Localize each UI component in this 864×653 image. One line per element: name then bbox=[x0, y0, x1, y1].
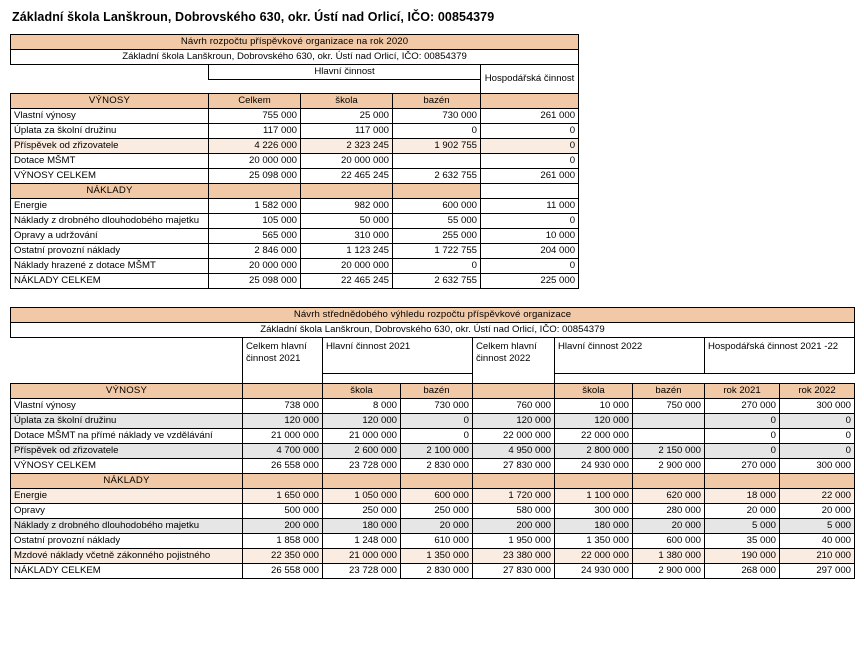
table2-hdr-hlavni-2022: Hlavní činnost 2022 bbox=[555, 338, 705, 374]
total-h21: 268 000 bbox=[705, 564, 780, 579]
table2-naklady-pad-2 bbox=[323, 474, 401, 489]
row-bazen: 1 722 755 bbox=[393, 244, 481, 259]
total-label: NÁKLADY CELKEM bbox=[11, 564, 243, 579]
table2-col-bazen-21: bazén bbox=[401, 384, 473, 399]
row-h21: 20 000 bbox=[705, 504, 780, 519]
row-bazen: 55 000 bbox=[393, 214, 481, 229]
table-row bbox=[11, 259, 579, 274]
row-c21: 21 000 000 bbox=[243, 429, 323, 444]
table2-naklady-pad-8 bbox=[780, 474, 855, 489]
row-celkem: 105 000 bbox=[209, 214, 301, 229]
row-celkem: 117 000 bbox=[209, 124, 301, 139]
row-bazen: 730 000 bbox=[393, 109, 481, 124]
table2-naklady-pad-5 bbox=[555, 474, 633, 489]
table2-naklady-pad-6 bbox=[633, 474, 705, 489]
row-h21: 270 000 bbox=[705, 399, 780, 414]
row-hospodarska: 0 bbox=[481, 124, 579, 139]
row-b21: 610 000 bbox=[401, 534, 473, 549]
row-b22: 620 000 bbox=[633, 489, 705, 504]
row-s22: 120 000 bbox=[555, 414, 633, 429]
row-celkem: 1 582 000 bbox=[209, 199, 301, 214]
row-c21: 120 000 bbox=[243, 414, 323, 429]
row-label: Opravy bbox=[11, 504, 243, 519]
row-label: Náklady z drobného dlouhodobého majetku bbox=[11, 214, 209, 229]
row-celkem: 755 000 bbox=[209, 109, 301, 124]
row-label: Vlastní výnosy bbox=[11, 109, 209, 124]
table-row bbox=[11, 534, 855, 549]
table2-col-c22 bbox=[473, 384, 555, 399]
row-label: Mzdové náklady včetně zákonného pojistného bbox=[11, 549, 243, 564]
table2-hdr-hlavni-2021: Hlavní činnost 2021 bbox=[323, 338, 473, 374]
table1-col-bazen: bazén bbox=[393, 94, 481, 109]
row-c21: 1 858 000 bbox=[243, 534, 323, 549]
total-label: VÝNOSY CELKEM bbox=[11, 459, 243, 474]
row-celkem: 2 846 000 bbox=[209, 244, 301, 259]
table2-pad-b22 bbox=[633, 374, 705, 384]
table-row bbox=[11, 414, 855, 429]
row-h22: 22 000 bbox=[780, 489, 855, 504]
table1-banner: Návrh rozpočtu příspěvkové organizace na rok 2020 bbox=[11, 35, 579, 50]
row-h21: 0 bbox=[705, 429, 780, 444]
row-s21: 21 000 000 bbox=[323, 549, 401, 564]
row-label: Vlastní výnosy bbox=[11, 399, 243, 414]
table1-subbanner: Základní škola Lanškroun, Dobrovského 630, okr. Ústí nad Orlicí, IČO: 00854379 bbox=[11, 50, 579, 65]
row-h21: 18 000 bbox=[705, 489, 780, 504]
row-skola: 310 000 bbox=[301, 229, 393, 244]
row-skola: 20 000 000 bbox=[301, 259, 393, 274]
row-c21: 1 650 000 bbox=[243, 489, 323, 504]
table2-empty-corner bbox=[11, 338, 243, 374]
table1-group-header-row bbox=[11, 65, 579, 80]
total-celkem: 25 098 000 bbox=[209, 274, 301, 289]
table1-empty-cell-a bbox=[209, 80, 301, 94]
row-b21: 1 350 000 bbox=[401, 549, 473, 564]
row-s21: 250 000 bbox=[323, 504, 401, 519]
row-label: Dotace MŠMT bbox=[11, 154, 209, 169]
table2-col-skola-22: škola bbox=[555, 384, 633, 399]
total-bazen: 2 632 755 bbox=[393, 169, 481, 184]
row-label: Opravy a udržování bbox=[11, 229, 209, 244]
row-label: Úplata za školní družinu bbox=[11, 124, 209, 139]
table2-group-header-row-2 bbox=[11, 374, 855, 384]
row-hospodarska: 11 000 bbox=[481, 199, 579, 214]
row-celkem: 20 000 000 bbox=[209, 154, 301, 169]
table2-pad-s22 bbox=[555, 374, 633, 384]
table1-banner-row bbox=[11, 35, 579, 50]
total-celkem: 25 098 000 bbox=[209, 169, 301, 184]
total-bazen: 2 632 755 bbox=[393, 274, 481, 289]
table2-hdr-celkem-hlavni-2022: Celkem hlavní činnost 2022 bbox=[473, 338, 555, 384]
total-s21: 23 728 000 bbox=[323, 459, 401, 474]
table2-col-bazen-22: bazén bbox=[633, 384, 705, 399]
table-row bbox=[11, 504, 855, 519]
row-s21: 21 000 000 bbox=[323, 429, 401, 444]
table2-pad-b21 bbox=[401, 374, 473, 384]
total-c21: 26 558 000 bbox=[243, 564, 323, 579]
row-label: Úplata za školní družinu bbox=[11, 414, 243, 429]
row-c22: 22 000 000 bbox=[473, 429, 555, 444]
row-label: Příspěvek od zřizovatele bbox=[11, 139, 209, 154]
table2-naklady-pad-3 bbox=[401, 474, 473, 489]
row-h21: 190 000 bbox=[705, 549, 780, 564]
row-c22: 760 000 bbox=[473, 399, 555, 414]
table1-subbanner-row bbox=[11, 50, 579, 65]
row-b21: 600 000 bbox=[401, 489, 473, 504]
total-b21: 2 830 000 bbox=[401, 459, 473, 474]
row-s22: 2 800 000 bbox=[555, 444, 633, 459]
row-c21: 4 700 000 bbox=[243, 444, 323, 459]
row-s22: 22 000 000 bbox=[555, 429, 633, 444]
total-h22: 297 000 bbox=[780, 564, 855, 579]
row-s22: 10 000 bbox=[555, 399, 633, 414]
table2-empty-corner-2 bbox=[11, 374, 243, 384]
row-hospodarska: 10 000 bbox=[481, 229, 579, 244]
row-label: Náklady hrazené z dotace MŠMT bbox=[11, 259, 209, 274]
row-b22: 2 150 000 bbox=[633, 444, 705, 459]
total-s22: 24 930 000 bbox=[555, 459, 633, 474]
table1-col-hospodarska bbox=[481, 94, 579, 109]
table2-hdr-celkem-hlavni-2021: Celkem hlavní činnost 2021 bbox=[243, 338, 323, 384]
table1-naklady-hdr-pad-3 bbox=[393, 184, 481, 199]
row-b21: 250 000 bbox=[401, 504, 473, 519]
total-skola: 22 465 245 bbox=[301, 274, 393, 289]
table1-empty-corner bbox=[11, 65, 209, 80]
row-c22: 120 000 bbox=[473, 414, 555, 429]
row-c22: 1 950 000 bbox=[473, 534, 555, 549]
row-c21: 22 350 000 bbox=[243, 549, 323, 564]
total-b21: 2 830 000 bbox=[401, 564, 473, 579]
table2-banner: Návrh střednědobého výhledu rozpočtu příspěvkové organizace bbox=[11, 308, 855, 323]
total-c22: 27 830 000 bbox=[473, 564, 555, 579]
row-s22: 1 350 000 bbox=[555, 534, 633, 549]
row-label: Příspěvek od zřizovatele bbox=[11, 444, 243, 459]
row-label: Ostatní provozní náklady bbox=[11, 244, 209, 259]
row-hospodarska: 0 bbox=[481, 259, 579, 274]
total-s21: 23 728 000 bbox=[323, 564, 401, 579]
table-row bbox=[11, 109, 579, 124]
row-skola: 25 000 bbox=[301, 109, 393, 124]
row-s21: 1 248 000 bbox=[323, 534, 401, 549]
table1-naklady-hdr-pad-1 bbox=[209, 184, 301, 199]
row-skola: 1 123 245 bbox=[301, 244, 393, 259]
table2-naklady-header-row bbox=[11, 474, 855, 489]
row-b22: 750 000 bbox=[633, 399, 705, 414]
row-bazen: 600 000 bbox=[393, 199, 481, 214]
table-row bbox=[11, 139, 579, 154]
table-total-row bbox=[11, 274, 579, 289]
row-s21: 180 000 bbox=[323, 519, 401, 534]
row-b21: 0 bbox=[401, 429, 473, 444]
table-row bbox=[11, 214, 579, 229]
row-b22 bbox=[633, 429, 705, 444]
row-b21: 2 100 000 bbox=[401, 444, 473, 459]
table1-naklady-header-row bbox=[11, 184, 579, 199]
table1-vynosy-header: VÝNOSY bbox=[11, 94, 209, 109]
table-row bbox=[11, 489, 855, 504]
table-row bbox=[11, 519, 855, 534]
row-label: Dotace MŠMT na přímé náklady ve vzdělávání bbox=[11, 429, 243, 444]
row-bazen: 0 bbox=[393, 259, 481, 274]
row-b22: 1 380 000 bbox=[633, 549, 705, 564]
row-s22: 180 000 bbox=[555, 519, 633, 534]
row-h22: 5 000 bbox=[780, 519, 855, 534]
row-skola: 20 000 000 bbox=[301, 154, 393, 169]
total-b22: 2 900 000 bbox=[633, 564, 705, 579]
table-row bbox=[11, 429, 855, 444]
table2-pad-s21 bbox=[323, 374, 401, 384]
row-c21: 200 000 bbox=[243, 519, 323, 534]
row-h22: 40 000 bbox=[780, 534, 855, 549]
row-b21: 730 000 bbox=[401, 399, 473, 414]
table1-empty-corner-2 bbox=[11, 80, 209, 94]
row-hospodarska: 0 bbox=[481, 214, 579, 229]
table1-empty-cell-b bbox=[301, 80, 393, 94]
table1-naklady-hdr-pad-2 bbox=[301, 184, 393, 199]
row-celkem: 20 000 000 bbox=[209, 259, 301, 274]
table2-group-header-row bbox=[11, 338, 855, 374]
table2-col-skola-21: škola bbox=[323, 384, 401, 399]
total-hospodarska: 261 000 bbox=[481, 169, 579, 184]
table-row bbox=[11, 124, 579, 139]
row-c22: 4 950 000 bbox=[473, 444, 555, 459]
table1-group-hlavni: Hlavní činnost bbox=[209, 65, 481, 80]
total-c21: 26 558 000 bbox=[243, 459, 323, 474]
row-s21: 120 000 bbox=[323, 414, 401, 429]
table1-col-celkem: Celkem bbox=[209, 94, 301, 109]
row-b22 bbox=[633, 414, 705, 429]
table1-empty-cell-c bbox=[393, 80, 481, 94]
row-h21: 35 000 bbox=[705, 534, 780, 549]
total-c22: 27 830 000 bbox=[473, 459, 555, 474]
row-h22: 20 000 bbox=[780, 504, 855, 519]
table2-naklady-pad-7 bbox=[705, 474, 780, 489]
page-title: Základní škola Lanškroun, Dobrovského 630, okr. Ústí nad Orlicí, IČO: 00854379 bbox=[12, 10, 495, 24]
row-hospodarska: 261 000 bbox=[481, 109, 579, 124]
total-label: VÝNOSY CELKEM bbox=[11, 169, 209, 184]
row-h21: 0 bbox=[705, 444, 780, 459]
total-h22: 300 000 bbox=[780, 459, 855, 474]
row-bazen: 0 bbox=[393, 124, 481, 139]
row-c21: 500 000 bbox=[243, 504, 323, 519]
row-skola: 50 000 bbox=[301, 214, 393, 229]
table2-vynosy-header-row bbox=[11, 384, 855, 399]
table-total-row bbox=[11, 459, 855, 474]
row-hospodarska: 0 bbox=[481, 154, 579, 169]
row-b22: 20 000 bbox=[633, 519, 705, 534]
row-label: Ostatní provozní náklady bbox=[11, 534, 243, 549]
row-skola: 117 000 bbox=[301, 124, 393, 139]
table2-hdr-hospodarska: Hospodářská činnost 2021 -22 bbox=[705, 338, 855, 374]
row-h22: 0 bbox=[780, 429, 855, 444]
row-s21: 2 600 000 bbox=[323, 444, 401, 459]
row-label: Náklady z drobného dlouhodobého majetku bbox=[11, 519, 243, 534]
table2-naklady-pad-4 bbox=[473, 474, 555, 489]
row-c22: 200 000 bbox=[473, 519, 555, 534]
row-celkem: 565 000 bbox=[209, 229, 301, 244]
row-c22: 1 720 000 bbox=[473, 489, 555, 504]
row-hospodarska: 0 bbox=[481, 139, 579, 154]
table1-naklady-header: NÁKLADY bbox=[11, 184, 209, 199]
row-b21: 20 000 bbox=[401, 519, 473, 534]
row-s21: 8 000 bbox=[323, 399, 401, 414]
row-s21: 1 050 000 bbox=[323, 489, 401, 504]
table2-col-rok2022: rok 2022 bbox=[780, 384, 855, 399]
total-h21: 270 000 bbox=[705, 459, 780, 474]
table2-subbanner: Základní škola Lanškroun, Dobrovského 630, okr. Ústí nad Orlicí, IČO: 00854379 bbox=[11, 323, 855, 338]
row-bazen: 255 000 bbox=[393, 229, 481, 244]
row-h21: 5 000 bbox=[705, 519, 780, 534]
total-b22: 2 900 000 bbox=[633, 459, 705, 474]
row-hospodarska: 204 000 bbox=[481, 244, 579, 259]
row-c22: 580 000 bbox=[473, 504, 555, 519]
table-row bbox=[11, 229, 579, 244]
table-total-row bbox=[11, 564, 855, 579]
row-label: Energie bbox=[11, 199, 209, 214]
table-total-row bbox=[11, 169, 579, 184]
table2-subbanner-row bbox=[11, 323, 855, 338]
row-c22: 23 380 000 bbox=[473, 549, 555, 564]
row-skola: 2 323 245 bbox=[301, 139, 393, 154]
row-label: Energie bbox=[11, 489, 243, 504]
row-b21: 0 bbox=[401, 414, 473, 429]
row-celkem: 4 226 000 bbox=[209, 139, 301, 154]
table2-banner-row bbox=[11, 308, 855, 323]
row-c21: 738 000 bbox=[243, 399, 323, 414]
table1-group-hospodarska: Hospodářská činnost bbox=[481, 65, 579, 94]
budget-table-2020 bbox=[10, 34, 579, 289]
total-label: NÁKLADY CELKEM bbox=[11, 274, 209, 289]
table2-pad-h22 bbox=[780, 374, 855, 384]
row-s22: 22 000 000 bbox=[555, 549, 633, 564]
table-row bbox=[11, 199, 579, 214]
table-row bbox=[11, 399, 855, 414]
table2-naklady-pad-1 bbox=[243, 474, 323, 489]
table-row bbox=[11, 549, 855, 564]
table1-vynosy-header-row bbox=[11, 94, 579, 109]
table1-naklady-hdr-pad-4 bbox=[481, 184, 579, 199]
table-row bbox=[11, 154, 579, 169]
total-hospodarska: 225 000 bbox=[481, 274, 579, 289]
row-bazen bbox=[393, 154, 481, 169]
outlook-table-2021-2022 bbox=[10, 307, 855, 579]
table2-col-rok2021: rok 2021 bbox=[705, 384, 780, 399]
total-s22: 24 930 000 bbox=[555, 564, 633, 579]
table2-naklady-header: NÁKLADY bbox=[11, 474, 243, 489]
table2-pad-h21 bbox=[705, 374, 780, 384]
row-b22: 600 000 bbox=[633, 534, 705, 549]
row-h22: 300 000 bbox=[780, 399, 855, 414]
total-skola: 22 465 245 bbox=[301, 169, 393, 184]
row-h21: 0 bbox=[705, 414, 780, 429]
table-row bbox=[11, 244, 579, 259]
table2-vynosy-header: VÝNOSY bbox=[11, 384, 243, 399]
row-h22: 0 bbox=[780, 444, 855, 459]
row-h22: 210 000 bbox=[780, 549, 855, 564]
table1-col-skola: škola bbox=[301, 94, 393, 109]
row-skola: 982 000 bbox=[301, 199, 393, 214]
row-s22: 1 100 000 bbox=[555, 489, 633, 504]
table2-col-c21 bbox=[243, 384, 323, 399]
row-b22: 280 000 bbox=[633, 504, 705, 519]
table-row bbox=[11, 444, 855, 459]
row-s22: 300 000 bbox=[555, 504, 633, 519]
row-h22: 0 bbox=[780, 414, 855, 429]
row-bazen: 1 902 755 bbox=[393, 139, 481, 154]
